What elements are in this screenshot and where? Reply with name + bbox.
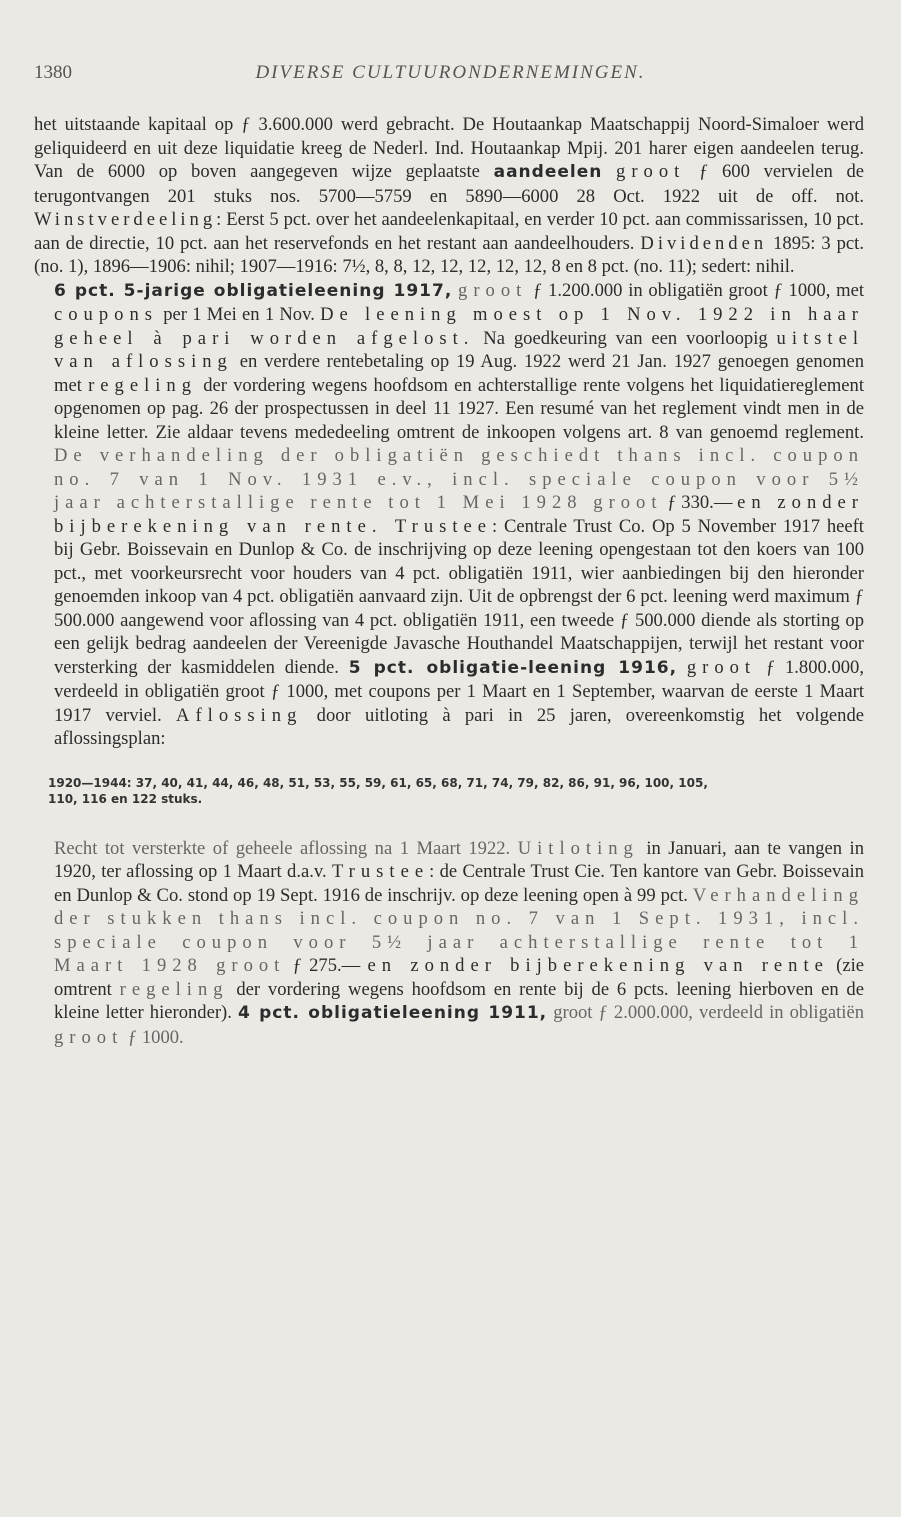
text-run [602, 161, 616, 182]
section-heading-5pct-leening: 5 pct. obligatie-leening 1916, [348, 657, 678, 678]
page-header [34, 62, 867, 90]
spaced-text-coupons: coupons [54, 304, 158, 325]
spaced-text: groot [616, 161, 686, 182]
paragraph-6pct-leening [34, 279, 864, 751]
text-run: der vordering wegens hoofdsom en achterstallige rente volgens het liquidatiereglement opgenomen op pag. 26 der prospectussen in deel 11 1927. Een resumé van het reglement vindt men in de kleine letter. Zie aldaar tevens mededeeling omtrent de inkoopen volgens art. 8 van genoemd reglement. [54, 374, 864, 443]
spaced-text-aflossing: Aflossing [176, 704, 303, 726]
paragraph-houtaankap [34, 113, 864, 279]
text-run: per 1 Mei en 1 Nov. [157, 304, 321, 325]
text-run: (zie omtrent [54, 955, 865, 1000]
spaced-text-regeling: regeling [88, 374, 197, 396]
spaced-text-bijberekening: en zonder bijberekening van rente [367, 955, 829, 976]
text-run: ƒ 1.200.000 in obligatiën groot ƒ 1000, met [527, 279, 864, 301]
aflossingsplan [48, 775, 864, 807]
spaced-text-uitloting: Uitloting [517, 837, 639, 859]
text-run [677, 657, 687, 678]
spaced-text-winstverdeeling: Winstverdeeling [34, 209, 217, 230]
spaced-text-verhandeling: De verhandeling der obligatiën geschiedt thans incl. coupon no. 7 van 1 Nov. 1931 e.v., incl. speciale coupon voor 5½ jaar achterstallige rente tot 1 Mei 1928 groot [54, 445, 864, 513]
page-body [34, 113, 864, 1049]
section-heading-6pct-leening: 6 pct. 5-jarige obligatieleening 1917, [54, 280, 453, 301]
text-run: het uitstaande kapitaal op ƒ 3.600.000 werd gebracht. De Houtaankap Maatschappij Noord-Simaloer werd geliquideerd en uit deze liquidatie kreeg de Nederl. Ind. Houtaankap Mpij. 201 harer eigen aandeelen terug. Van de 6000 op boven aangegeven wijze geplaatste [34, 114, 864, 182]
text-run: Recht tot versterkte of geheele aflossing na 1 Maart 1922. [54, 837, 518, 859]
spaced-text-trustee: Trustee [331, 861, 430, 882]
spaced-text-verhandeling: Verhandeling der stukken thans incl. coupon no. 7 van 1 Sept. 1931, incl. speciale coupon voor 5½ jaar achterstallige rente tot 1 Maart 1928 groot [54, 884, 864, 976]
text-run: ƒ 1000. [123, 1026, 184, 1048]
spaced-text-trustee: en zonder bijberekening van rente. Trustee [54, 492, 865, 537]
text-run: groot ƒ 2.000.000, verdeeld in obligatiën [547, 1002, 864, 1023]
text-run: ƒ 1.800.000, verdeeld in obligatiën groot ƒ 1000, met coupons per 1 Maart en 1 September, waarvan de eerste 1 Maart 1917 verviel. [54, 656, 864, 726]
text-run: : Eerst 5 pct. over het aandeelenkapitaal, en verder 10 pct. aan commissarissen, 10 pct. aan de directie, 10 pct. aan het reservefonds en het restant aan aandeelhouders. [34, 209, 864, 254]
spaced-text-dividenden: Dividenden [640, 232, 768, 254]
text-run: ƒ 275.— [285, 955, 368, 976]
section-heading-aandeelen: aandeelen [493, 162, 603, 182]
spaced-text: groot [686, 656, 757, 678]
text-run: door uitloting à pari in 25 jaren, overeenkomstig het volgende aflossingsplan: [54, 704, 864, 749]
page-number: 1380 [34, 62, 72, 83]
text-run: ƒ 330.— [662, 492, 738, 513]
spaced-text-regeling: regeling [119, 978, 229, 1000]
aflossingsplan-line: 110, 116 en 122 stuks. [48, 791, 203, 806]
text-run: en verdere rentebetaling op 19 Aug. 1922 werd 21 Jan. 1927 genoegen genomen met [54, 351, 864, 396]
text-run: : de Centrale Trust Cie. Ten kantore van Gebr. Boissevain en Dunlop & Co. stond op 19 Sept. 1916 de inschrijv. op deze leening open à 99 pct. [54, 861, 864, 906]
spaced-text: groot [54, 1026, 124, 1048]
text-run: ƒ 600 vervielen de terugontvangen 201 stuks nos. 5700—5759 en 5890—6000 28 Oct. 1922 uit de off. not. [34, 161, 864, 207]
text-run: der vordering wegens hoofdsom en rente bij de 6 pcts. leening hierboven en de kleine letter hieronder). [54, 978, 864, 1023]
text-run: Na goedkeuring van een voorloopig [474, 327, 777, 349]
spaced-text-aflossing: De leening moest op 1 Nov. 1922 in haar geheel à pari worden afgelost. [54, 304, 865, 349]
spaced-text: groot [458, 279, 528, 301]
aflossingsplan-line: 1920—1944: 37, 40, 41, 44, 46, 48, 51, 53, 55, 59, 61, 65, 68, 71, 74, 79, 82, 86, 91, 96, 100, 105, [48, 775, 708, 790]
text-run: : Centrale Trust Co. Op 5 November 1917 heeft bij Gebr. Boissevain en Dunlop & Co. de inschrijving op deze leening opengestaan tot den koers van 100 pct., met voorkeursrecht voor houders van 4 pct. obligatiën 1911, wier aanbiedingen bij den hieronder genoemden inkoop van 4 pct. obligatiën aanvaard zijn. Uit de opbrengst der 6 pct. leening werd maximum ƒ 500.000 aangewend voor aflossing van 4 pct. obligatiën 1911, een tweede ƒ 500.000 diende als storting op een gelijk bedrag aandeelen der Vereenigde Javasche Houthandel Maatschappijen, terwijl het restant voor versterking der kasmiddelen diende. [54, 515, 864, 678]
spaced-text-uitstel: uitstel van aflossing [54, 327, 864, 372]
section-heading-4pct-leening: 4 pct. obligatieleening 1911, [237, 1003, 548, 1023]
paragraph-versterkte-aflossing [34, 837, 864, 1050]
text-run: 1895: 3 pct. (no. 1), 1896—1906: nihil; 1907—1916: 7½, 8, 8, 12, 12, 12, 12, 12, 8 en 8 pct. (no. 11); sedert: nihil. [34, 232, 865, 277]
text-run: in Januari, aan te vangen in 1920, ter aflossing op 1 Maart d.a.v. [54, 837, 864, 882]
running-title: DIVERSE CULTUURONDERNEMINGEN. [255, 62, 646, 83]
